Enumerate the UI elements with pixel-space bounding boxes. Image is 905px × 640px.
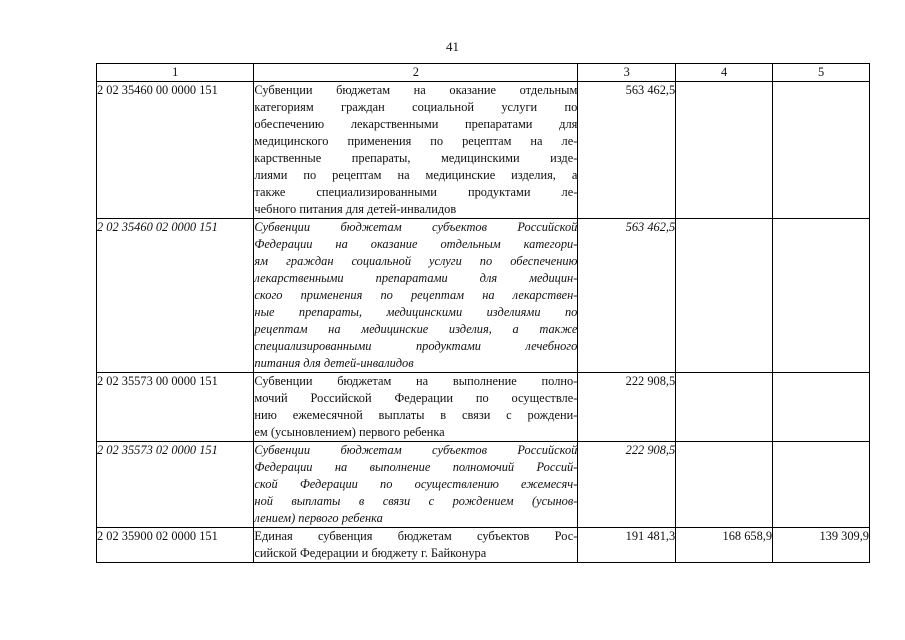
description-line: лиями по рецептам на медицинские изделия, а [254,168,578,182]
description-line: мочий Российской Федерации по осуществле- [254,391,578,405]
description-line: ского применения по рецептам на лекарствен- [254,288,578,302]
description-line: ем (усыновлением) первого ребенка [254,425,445,439]
column-header-2: 2 [254,64,578,82]
page-number: 41 [446,39,459,54]
column-header-4: 4 [676,64,773,82]
description-line: карственные препараты, медицинскими изде- [254,151,578,165]
description-line: ям граждан социальной услуги по обеспечению [254,254,578,268]
amount-col5 [773,219,870,373]
description-line: Субвенции бюджетам на оказание отдельным [254,83,578,97]
description-line: лекарственными препаратами для медицин- [254,271,578,285]
amount-col3: 191 481,3 [578,528,676,563]
income-description [254,528,578,563]
table-row [97,373,870,442]
description-line: Субвенции бюджетам субъектов Российской [254,220,578,234]
budget-code: 2 02 35573 02 0000 151 [97,442,254,528]
amount-col4 [676,373,773,442]
amount-col4 [676,219,773,373]
table-row [97,528,870,563]
header-row [97,64,870,82]
table-row [97,82,870,219]
description-line: Субвенции бюджетам субъектов Российской [254,443,578,457]
amount-col3: 222 908,5 [578,373,676,442]
amount-col5: 139 309,9 [773,528,870,563]
budget-code: 2 02 35460 00 0000 151 [97,82,254,219]
description-line: ные препараты, медицинскими изделиями по [254,305,578,319]
description-line: сийской Федерации и бюджету г. Байконура [254,546,487,560]
description-line: Субвенции бюджетам на выполнение полно- [254,374,578,388]
description-line: чебного питания для детей-инвалидов [254,202,457,216]
budget-code: 2 02 35460 02 0000 151 [97,219,254,373]
amount-col5 [773,442,870,528]
income-description [254,373,578,442]
column-header-3: 3 [578,64,676,82]
description-line: специализированными продуктами лечебного [254,339,578,353]
amount-col3: 563 462,5 [578,82,676,219]
budget-code: 2 02 35900 02 0000 151 [97,528,254,563]
description-line: Федерации на выполнение полномочий Россий- [254,460,578,474]
description-line: нию ежемесячной выплаты в связи с рождени- [254,408,578,422]
table-body [97,82,870,563]
amount-col5 [773,82,870,219]
amount-col4 [676,442,773,528]
amount-col5 [773,373,870,442]
income-description [254,219,578,373]
income-description [254,442,578,528]
description-line: Единая субвенция бюджетам субъектов Рос- [254,529,578,543]
description-line: лением) первого ребенка [254,511,383,525]
table-row [97,442,870,528]
description-line: питания для детей-инвалидов [254,356,414,370]
description-line: ной выплаты в связи с рождением (усынов- [254,494,578,508]
description-line: обеспечению лекарственными препаратами для [254,117,578,131]
budget-table [96,63,870,563]
description-line: ской Федерации по осуществлению ежемесяч- [254,477,578,491]
column-header-5: 5 [773,64,870,82]
income-description [254,82,578,219]
description-line: также специализированными продуктами ле- [254,185,578,199]
table-row [97,219,870,373]
column-header-1: 1 [97,64,254,82]
description-line: категориям граждан социальной услуги по [254,100,578,114]
amount-col4: 168 658,9 [676,528,773,563]
description-line: рецептам на медицинские изделия, а также [254,322,578,336]
amount-col3: 563 462,5 [578,219,676,373]
budget-code: 2 02 35573 00 0000 151 [97,373,254,442]
description-line: медицинского применения по рецептам на ле- [254,134,578,148]
description-line: Федерации на оказание отдельным категори- [254,237,578,251]
amount-col4 [676,82,773,219]
amount-col3: 222 908,5 [578,442,676,528]
